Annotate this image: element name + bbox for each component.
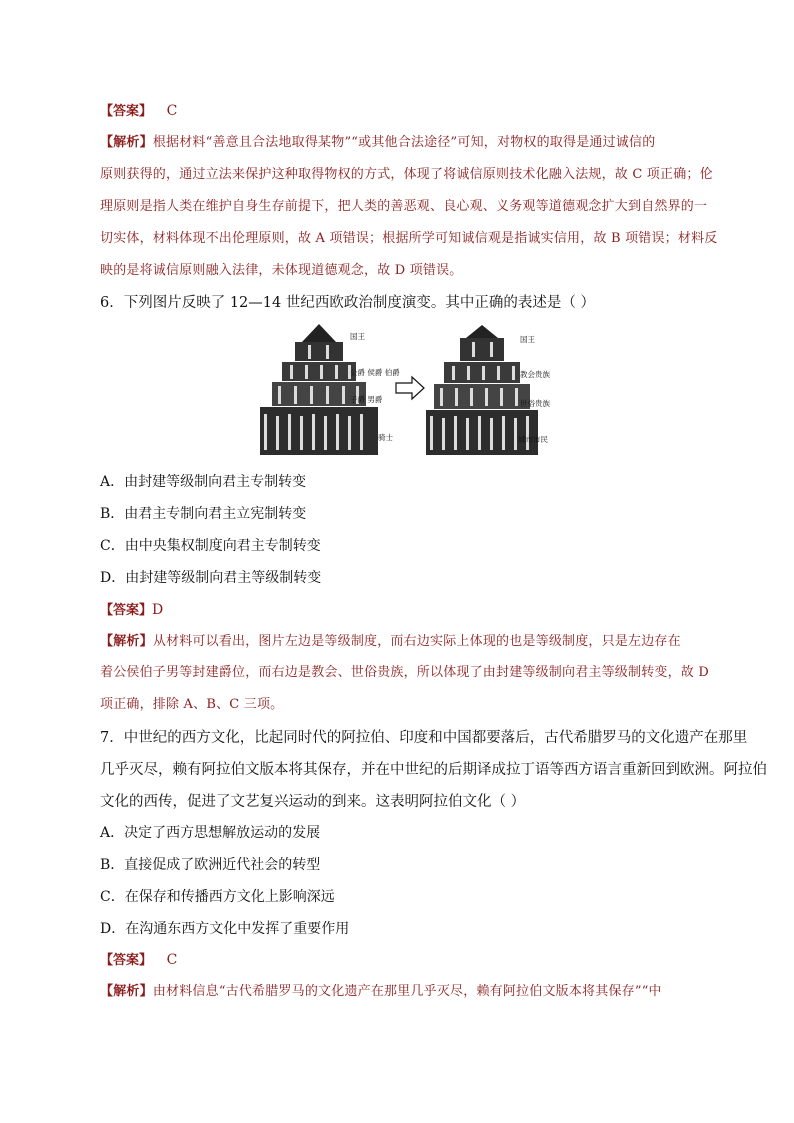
pyramid-illustration	[250, 322, 552, 460]
q7-analysis-line-1: 【解析】由材料信息“古代希腊罗马的文化遗产在那里几乎灭尽，赖有阿拉伯文版本将其保存”“中	[100, 984, 662, 999]
q6-answer-tag: 【答案】	[100, 603, 153, 618]
q5-analysis-tag: 【解析】	[100, 135, 153, 150]
q6-option-c: C．由中央集权制度向君主专制转变	[100, 538, 321, 554]
q5-analysis-line-2: 原则获得的，通过立法来保护这种取得物权的方式，体现了将诚信原则技术化融入法规，故 C 项正确；伦	[100, 167, 713, 182]
q5-analysis-line-1: 【解析】根据材料“善意且合法地取得某物”“或其他合法途径”可知，对物权的取得是通过诚信的	[100, 135, 656, 150]
q6-option-a: A．由封建等级制向君主专制转变	[100, 474, 307, 490]
left-label-viscounts: 子爵 男爵	[350, 395, 383, 404]
q6-analysis-line-3: 项正确，排除 A、B、C 三项。	[100, 697, 284, 712]
q5-analysis-line-5: 映的是将诚信原则融入法律，未体现道德观念，故 D 项错误。	[100, 263, 463, 278]
left-label-king: 国王	[350, 332, 365, 341]
q6-stem: 6．下列图片反映了 12—14 世纪西欧政治制度演变。其中正确的表述是（ ）	[100, 295, 595, 311]
q7-answer-row	[100, 950, 177, 971]
right-label-church-nobles: 教会贵族	[520, 370, 550, 379]
q7-stem-line-2: 几乎灭尽，赖有阿拉伯文版本将其保存，并在中世纪的后期译成拉丁语等西方语言重新回到欧洲。阿拉伯	[100, 762, 767, 778]
q6-option-b: B．由君主专制向君主立宪制转变	[100, 506, 307, 522]
q7-option-a: A．决定了西方思想解放运动的发展	[100, 825, 321, 841]
q7-stem-line-1: 7．中世纪的西方文化，比起同时代的阿拉伯、印度和中国都要落后，古代希腊罗马的文化遗产在那里	[100, 730, 748, 746]
q5-analysis-line-4: 切实体，材料体现不出伦理原则，故 A 项错误；根据所学可知诚信观是指诚实信用，故 B 项错误；材料反	[100, 231, 718, 246]
q5-answer-value: C	[166, 103, 178, 119]
q6-analysis-line-2: 着公侯伯子男等封建爵位，而右边是教会、世俗贵族，所以体现了由封建等级制向君主等级制转变，故 D	[100, 665, 709, 680]
right-label-king: 国王	[520, 335, 535, 344]
q6-answer-value: D	[152, 602, 164, 618]
left-tier-dukes	[282, 362, 356, 381]
q6-pyramid-figure	[250, 322, 552, 460]
q7-option-d: D．在沟通东西方文化中发挥了重要作用	[100, 921, 350, 937]
right-label-citizens: 城市市民	[518, 435, 548, 444]
q5-answer-tag: 【答案】	[100, 104, 153, 119]
left-tier-king	[302, 324, 336, 342]
q5-analysis-line-3: 理原则是指人类在维护自身生存前提下，把人类的善恶观、良心观、义务观等道德观念扩大到自然界的一	[100, 199, 708, 214]
q6-option-d: D．由封建等级制向君主等级制转变	[100, 570, 322, 586]
transition-arrow-icon	[396, 377, 424, 399]
q6-analysis-tag: 【解析】	[100, 634, 153, 649]
right-tier-king	[460, 338, 504, 361]
q7-option-b: B．直接促成了欧洲近代社会的转型	[100, 857, 321, 873]
left-tier-king-base	[295, 342, 343, 361]
q5-answer-row	[100, 101, 177, 122]
q7-answer-value: C	[166, 952, 178, 968]
q7-option-c: C．在保存和传播西方文化上影响深远	[100, 889, 335, 905]
q6-analysis-line-1: 【解析】从材料可以看出，图片左边是等级制度，而右边实际上体现的也是等级制度，只是左边存在	[100, 634, 681, 649]
q7-answer-tag: 【答案】	[100, 953, 153, 968]
left-pyramid	[260, 324, 378, 455]
left-label-dukes: 公爵 侯爵 伯爵	[350, 368, 400, 377]
q6-answer-row	[100, 600, 163, 621]
left-label-knights: 骑士	[378, 433, 393, 442]
q7-stem-line-3: 文化的西传，促进了文艺复兴运动的到来。这表明阿拉伯文化（ ）	[100, 794, 526, 810]
right-label-secular-nobles: 世俗贵族	[520, 399, 550, 408]
q7-analysis-tag: 【解析】	[100, 984, 153, 999]
